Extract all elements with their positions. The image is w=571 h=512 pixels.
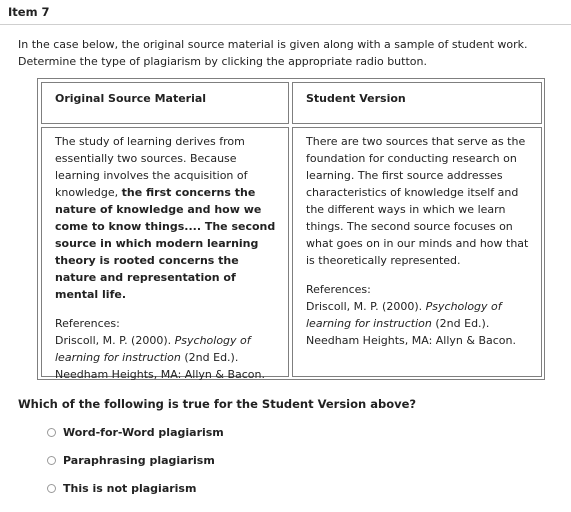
radio-button[interactable] (47, 428, 56, 437)
option-label: This is not plagiarism (63, 482, 197, 495)
reference-citation (306, 298, 533, 332)
reference-title: Psychology of learning for instruction (55, 334, 251, 364)
reference-authors: Driscoll, M. P. (2000). (306, 300, 426, 313)
reference-publisher: Needham Heights, MA: Allyn & Bacon. (306, 334, 517, 347)
original-source-cell (41, 127, 289, 381)
option-not-plagiarism[interactable] (47, 482, 196, 495)
instructions-line-2: Determine the type of plagiarism by clicking the appropriate radio button. (18, 55, 427, 68)
option-word-for-word[interactable] (47, 426, 224, 439)
header-original: Original Source Material (41, 82, 289, 124)
item-title: Item 7 (8, 5, 50, 19)
header-divider (0, 24, 571, 25)
references-label: References: (306, 283, 371, 296)
option-label: Word-for-Word plagiarism (63, 426, 224, 439)
student-version-cell (292, 127, 542, 377)
radio-button[interactable] (47, 456, 56, 465)
reference-edition: (2nd Ed.). (431, 317, 490, 330)
reference-publisher: Needham Heights, MA: Allyn & Bacon. (55, 368, 266, 381)
instructions (18, 36, 558, 70)
option-paraphrasing[interactable] (47, 454, 215, 467)
reference-edition: (2nd Ed.). (180, 351, 239, 364)
reference-authors: Driscoll, M. P. (2000). (55, 334, 175, 347)
student-version-text: There are two sources that serve as the foundation for conducting research on learning. The first source addresses characteristics of knowledge itself and the different ways in which we learn things. The second source focuses on what goes on in our minds and how that is theoretically represented. (306, 135, 529, 267)
original-text-plain: The study of learning derives from essentially two sources. Because learning involves the acquisition of knowledge, (55, 135, 248, 199)
original-references (55, 315, 280, 383)
reference-title: Psychology of learning for instruction (306, 300, 502, 330)
option-label: Paraphrasing plagiarism (63, 454, 215, 467)
reference-citation (55, 332, 280, 366)
comparison-table (37, 78, 545, 380)
question-text: Which of the following is true for the Student Version above? (18, 397, 417, 411)
radio-button[interactable] (47, 484, 56, 493)
student-references (306, 281, 533, 349)
references-label: References: (55, 317, 120, 330)
instructions-line-1: In the case below, the original source material is given along with a sample of student work. (18, 38, 528, 51)
header-student: Student Version (292, 82, 542, 124)
original-text-bold: the first concerns the nature of knowledge and how we come to know things.... The second source in which modern learning theory is rooted concerns the nature and representation of mental life. (55, 186, 276, 301)
original-source-text (55, 133, 280, 303)
